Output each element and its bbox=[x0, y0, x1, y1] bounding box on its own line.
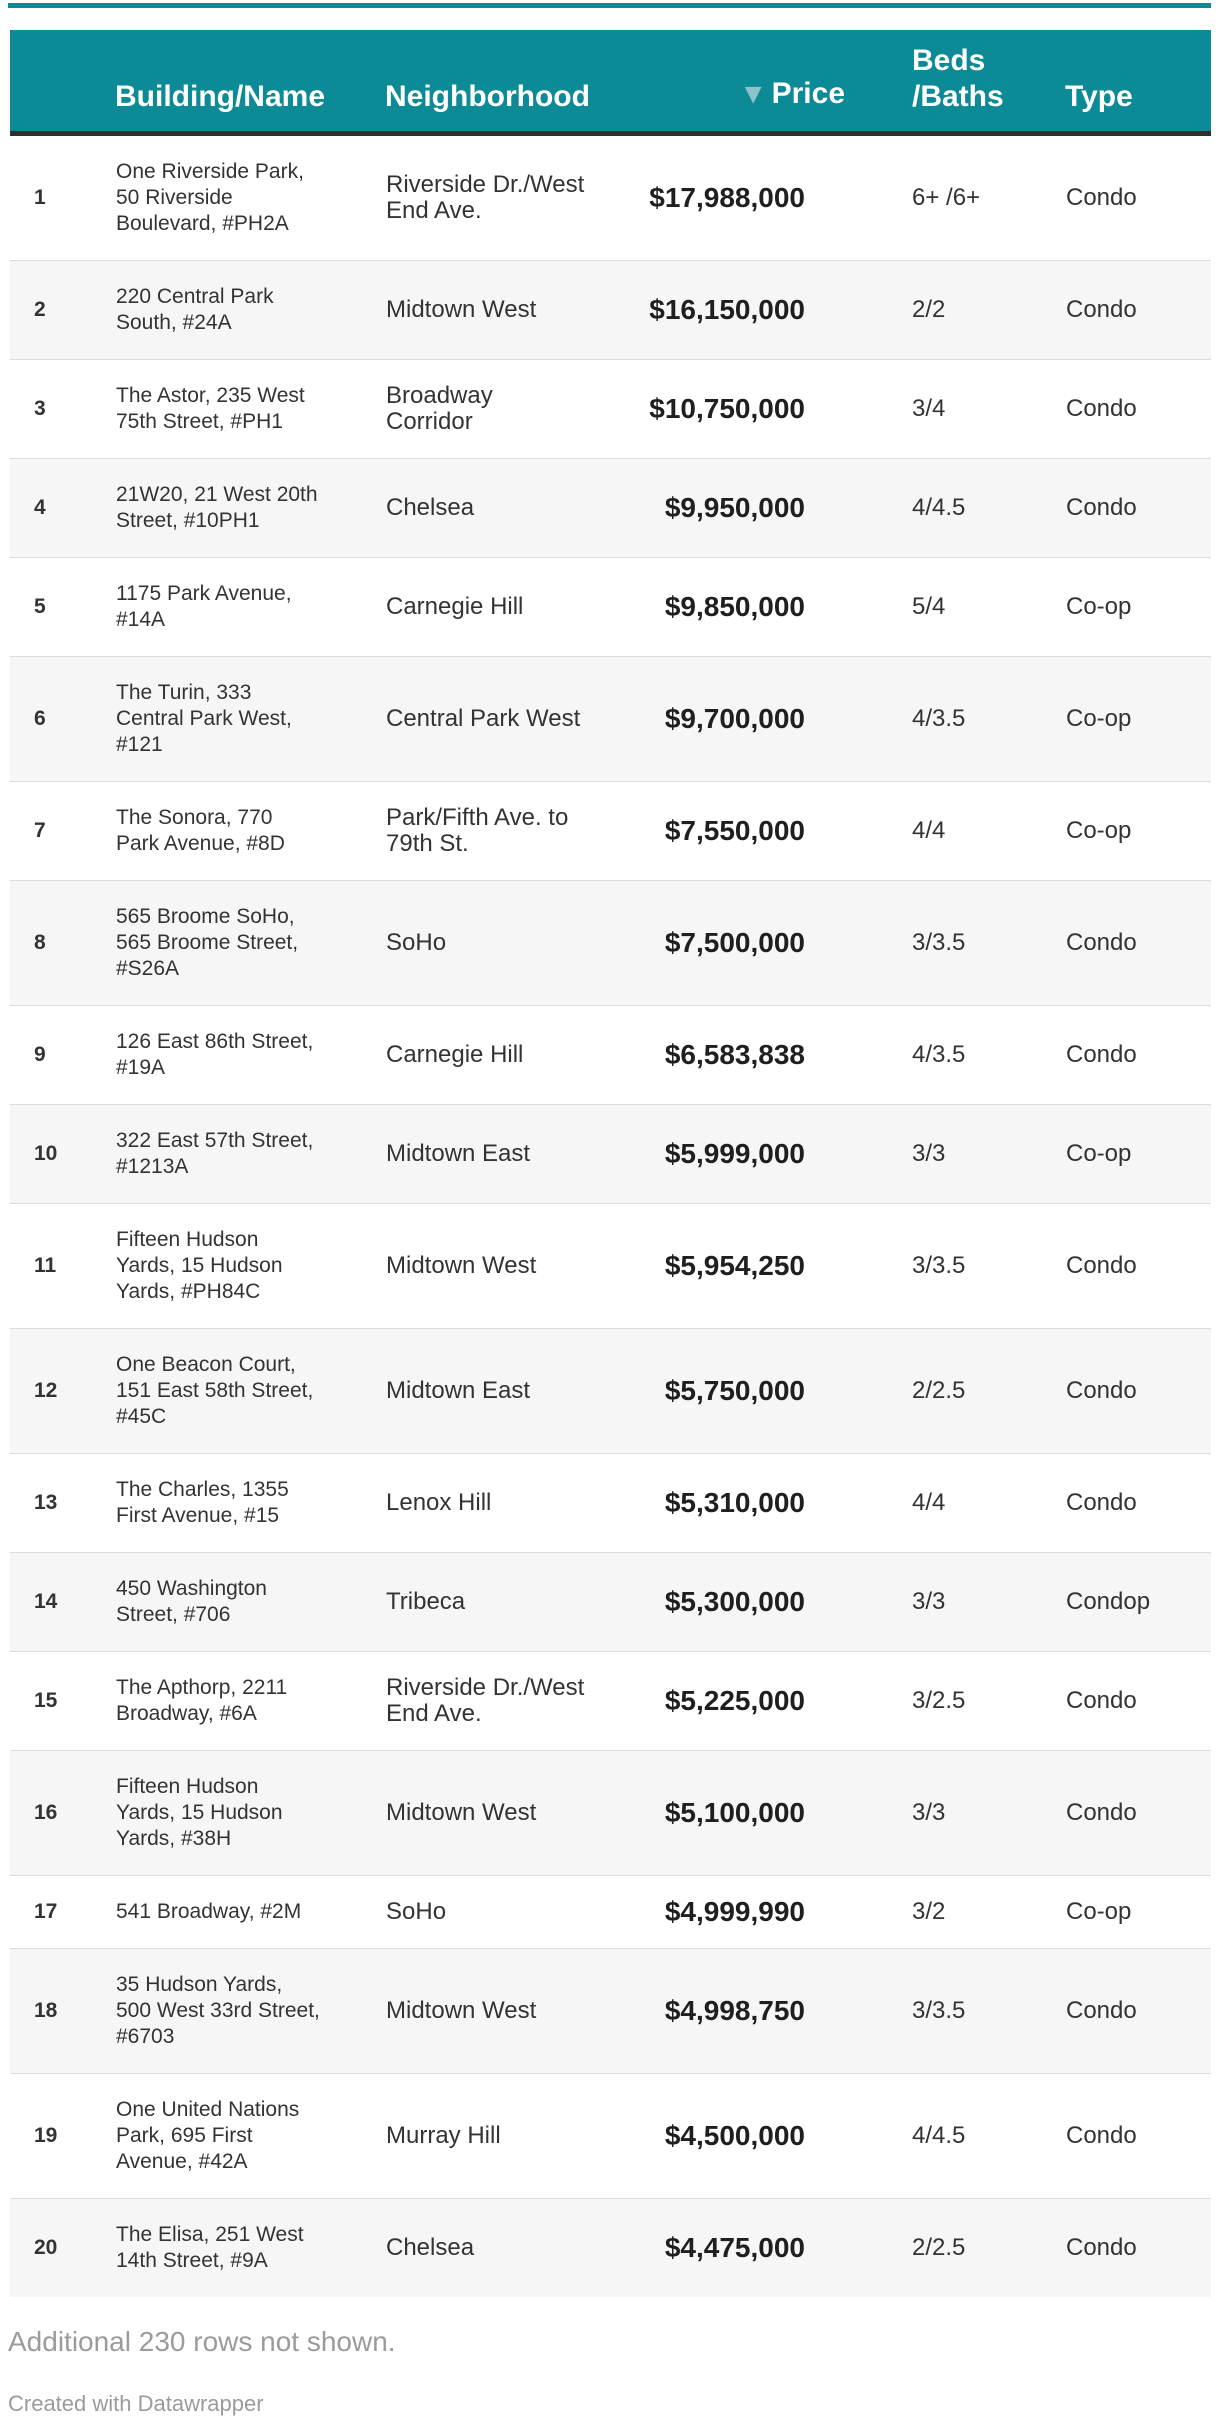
row-neighborhood: Midtown East bbox=[386, 1376, 531, 1404]
row-price: $9,850,000 bbox=[664, 590, 805, 622]
row-beds-baths: 3/3 bbox=[912, 1587, 946, 1615]
row-neighborhood: Broadway Corridor bbox=[386, 381, 493, 435]
row-price: $5,225,000 bbox=[664, 1684, 805, 1716]
row-neighborhood: Midtown West bbox=[386, 1251, 537, 1279]
row-neighborhood: Midtown East bbox=[386, 1139, 531, 1167]
row-rank: 16 bbox=[34, 1800, 58, 1824]
row-rank: 7 bbox=[34, 818, 46, 842]
row-beds-baths: 3/3.5 bbox=[912, 928, 966, 956]
beds-header-line1: Beds bbox=[912, 43, 986, 77]
table-row bbox=[10, 1203, 1211, 1328]
row-neighborhood: Lenox Hill bbox=[386, 1488, 492, 1516]
row-beds-baths: 4/4 bbox=[912, 1488, 946, 1516]
row-building: One Beacon Court, 151 East 58th Street, #45C bbox=[116, 1352, 314, 1428]
row-price: $5,310,000 bbox=[664, 1486, 805, 1518]
row-beds-baths: 2/2.5 bbox=[912, 1376, 966, 1404]
row-type: Co-op bbox=[1066, 704, 1132, 732]
row-type: Co-op bbox=[1066, 1897, 1132, 1925]
table-body bbox=[10, 133, 1211, 2297]
row-price: $5,954,250 bbox=[664, 1249, 805, 1281]
row-neighborhood: Carnegie Hill bbox=[386, 1040, 524, 1068]
row-building: One United Nations Park, 695 First Avenue, #42A bbox=[116, 2097, 300, 2173]
row-beds-baths: 2/2 bbox=[912, 295, 946, 323]
table-row bbox=[10, 2198, 1211, 2297]
row-beds-baths: 4/4.5 bbox=[912, 493, 966, 521]
table-row bbox=[10, 1948, 1211, 2073]
row-price: $6,583,838 bbox=[664, 1038, 805, 1070]
row-type: Condo bbox=[1066, 394, 1137, 422]
row-price: $10,750,000 bbox=[649, 392, 805, 424]
row-building: 565 Broome SoHo, 565 Broome Street, #S26A bbox=[116, 904, 299, 980]
row-neighborhood: Chelsea bbox=[386, 2233, 475, 2261]
row-building: The Sonora, 770 Park Avenue, #8D bbox=[116, 805, 285, 855]
row-beds-baths: 3/2.5 bbox=[912, 1686, 966, 1714]
row-price: $5,300,000 bbox=[664, 1585, 805, 1617]
row-rank: 11 bbox=[34, 1253, 57, 1277]
row-neighborhood: Central Park West bbox=[386, 704, 581, 732]
row-rank: 3 bbox=[34, 396, 46, 420]
row-rank: 15 bbox=[34, 1688, 58, 1712]
row-neighborhood: Chelsea bbox=[386, 493, 475, 521]
row-price: $16,150,000 bbox=[649, 293, 805, 325]
row-beds-baths: 3/3.5 bbox=[912, 1251, 966, 1279]
row-type: Co-op bbox=[1066, 816, 1132, 844]
row-price: $4,500,000 bbox=[664, 2119, 805, 2151]
row-building: One Riverside Park, 50 Riverside Boulevard, #PH2A bbox=[116, 159, 304, 235]
column-header-neighborhood[interactable]: Neighborhood bbox=[385, 30, 620, 133]
row-price: $5,999,000 bbox=[664, 1137, 805, 1169]
row-building: The Charles, 1355 First Avenue, #15 bbox=[116, 1477, 289, 1527]
table-row bbox=[10, 359, 1211, 458]
price-header-label: Price bbox=[771, 76, 845, 110]
beds-header-line2: /Baths bbox=[912, 79, 1004, 113]
row-building: The Astor, 235 West 75th Street, #PH1 bbox=[116, 383, 305, 433]
row-beds-baths: 4/3.5 bbox=[912, 1040, 966, 1068]
table-row bbox=[10, 1453, 1211, 1552]
row-type: Condo bbox=[1066, 2233, 1137, 2261]
row-price: $5,100,000 bbox=[664, 1796, 805, 1828]
row-rank: 10 bbox=[34, 1141, 58, 1165]
row-building: The Apthorp, 2211 Broadway, #6A bbox=[116, 1675, 288, 1725]
row-beds-baths: 3/3 bbox=[912, 1139, 946, 1167]
row-type: Co-op bbox=[1066, 592, 1132, 620]
row-price: $4,998,750 bbox=[664, 1994, 805, 2026]
row-neighborhood: SoHo bbox=[386, 928, 447, 956]
row-type: Co-op bbox=[1066, 1139, 1132, 1167]
row-price: $7,500,000 bbox=[664, 926, 805, 958]
column-header-price-sorted[interactable] bbox=[620, 30, 845, 133]
row-rank: 5 bbox=[34, 594, 46, 618]
listings-table bbox=[10, 30, 1211, 2297]
row-rank: 9 bbox=[34, 1042, 46, 1066]
row-type: Condo bbox=[1066, 1686, 1137, 1714]
column-header-rank[interactable] bbox=[10, 30, 115, 133]
table-row bbox=[10, 1651, 1211, 1750]
table-row bbox=[10, 133, 1211, 260]
table-row bbox=[10, 1875, 1211, 1948]
row-beds-baths: 3/4 bbox=[912, 394, 946, 422]
row-type: Condo bbox=[1066, 1488, 1137, 1516]
row-beds-baths: 5/4 bbox=[912, 592, 946, 620]
row-type: Condo bbox=[1066, 295, 1137, 323]
row-type: Condo bbox=[1066, 1040, 1137, 1068]
row-type: Condo bbox=[1066, 1996, 1137, 2024]
table-header bbox=[10, 30, 1211, 133]
column-header-beds-baths[interactable] bbox=[845, 30, 1065, 133]
row-rank: 18 bbox=[34, 1998, 58, 2022]
row-beds-baths: 3/2 bbox=[912, 1897, 946, 1925]
row-rank: 4 bbox=[34, 495, 46, 519]
row-type: Condo bbox=[1066, 1376, 1137, 1404]
row-neighborhood: Riverside Dr./West End Ave. bbox=[386, 170, 585, 224]
column-header-type[interactable]: Type bbox=[1065, 30, 1211, 133]
row-neighborhood: Midtown West bbox=[386, 1798, 537, 1826]
table-row bbox=[10, 656, 1211, 781]
rows-not-shown-note: Additional 230 rows not shown. bbox=[8, 2325, 396, 2357]
row-type: Condop bbox=[1066, 1587, 1151, 1615]
row-neighborhood: Riverside Dr./West End Ave. bbox=[386, 1673, 585, 1727]
row-building: 541 Broadway, #2M bbox=[116, 1899, 302, 1923]
row-neighborhood: Tribeca bbox=[386, 1587, 466, 1615]
table-row bbox=[10, 557, 1211, 656]
row-type: Condo bbox=[1066, 493, 1137, 521]
table-row bbox=[10, 880, 1211, 1005]
row-neighborhood: Midtown West bbox=[386, 295, 537, 323]
row-rank: 8 bbox=[34, 930, 46, 954]
row-price: $9,950,000 bbox=[664, 491, 805, 523]
row-beds-baths: 3/3 bbox=[912, 1798, 946, 1826]
table-row bbox=[10, 458, 1211, 557]
row-type: Condo bbox=[1066, 1251, 1137, 1279]
datawrapper-table-page bbox=[0, 3, 1220, 2425]
row-building: The Elisa, 251 West 14th Street, #9A bbox=[116, 2222, 304, 2272]
top-accent-rule bbox=[8, 3, 1211, 8]
row-building: Fifteen Hudson Yards, 15 Hudson Yards, #38H bbox=[116, 1774, 283, 1850]
row-beds-baths: 3/3.5 bbox=[912, 1996, 966, 2024]
row-rank: 17 bbox=[34, 1899, 58, 1923]
row-beds-baths: 4/4.5 bbox=[912, 2121, 966, 2149]
row-rank: 20 bbox=[34, 2235, 58, 2259]
table-row bbox=[10, 260, 1211, 359]
row-price: $9,700,000 bbox=[664, 702, 805, 734]
datawrapper-credit: Created with Datawrapper bbox=[8, 2390, 264, 2416]
row-building: 21W20, 21 West 20th Street, #10PH1 bbox=[116, 482, 318, 532]
row-building: The Turin, 333 Central Park West, #121 bbox=[116, 680, 292, 756]
row-beds-baths: 2/2.5 bbox=[912, 2233, 966, 2261]
table-row bbox=[10, 1750, 1211, 1875]
row-beds-baths: 4/4 bbox=[912, 816, 946, 844]
row-building: 220 Central Park South, #24A bbox=[116, 284, 274, 334]
row-neighborhood: Park/Fifth Ave. to 79th St. bbox=[386, 803, 569, 857]
row-type: Condo bbox=[1066, 2121, 1137, 2149]
row-building: 322 East 57th Street, #1213A bbox=[116, 1128, 314, 1178]
row-rank: 1 bbox=[34, 185, 46, 209]
row-price: $5,750,000 bbox=[664, 1374, 805, 1406]
row-rank: 2 bbox=[34, 297, 46, 321]
row-neighborhood: SoHo bbox=[386, 1897, 447, 1925]
table-row bbox=[10, 1328, 1211, 1453]
row-beds-baths: 4/3.5 bbox=[912, 704, 966, 732]
row-price: $4,475,000 bbox=[664, 2231, 805, 2263]
row-type: Condo bbox=[1066, 183, 1137, 211]
column-header-building[interactable]: Building/Name bbox=[115, 30, 385, 133]
row-price: $17,988,000 bbox=[649, 181, 805, 213]
table-row bbox=[10, 1104, 1211, 1203]
row-building: 35 Hudson Yards, 500 West 33rd Street, #6703 bbox=[116, 1972, 320, 2048]
table-row bbox=[10, 1552, 1211, 1651]
row-rank: 14 bbox=[34, 1589, 58, 1613]
row-rank: 13 bbox=[34, 1490, 58, 1514]
row-price: $4,999,990 bbox=[664, 1895, 805, 1927]
row-price: $7,550,000 bbox=[664, 814, 805, 846]
row-beds-baths: 6+ /6+ bbox=[912, 183, 981, 211]
table-row bbox=[10, 781, 1211, 880]
sort-desc-icon: ▼ bbox=[744, 81, 762, 107]
row-building: 1175 Park Avenue, #14A bbox=[116, 581, 292, 631]
row-rank: 6 bbox=[34, 706, 46, 730]
row-neighborhood: Midtown West bbox=[386, 1996, 537, 2024]
row-neighborhood: Murray Hill bbox=[386, 2121, 501, 2149]
row-rank: 12 bbox=[34, 1378, 58, 1402]
row-type: Condo bbox=[1066, 928, 1137, 956]
row-building: 126 East 86th Street, #19A bbox=[116, 1029, 314, 1079]
row-rank: 19 bbox=[34, 2123, 58, 2147]
row-building: Fifteen Hudson Yards, 15 Hudson Yards, #PH84C bbox=[116, 1227, 283, 1303]
row-building: 450 Washington Street, #706 bbox=[116, 1576, 267, 1626]
table-row bbox=[10, 1005, 1211, 1104]
row-type: Condo bbox=[1066, 1798, 1137, 1826]
row-neighborhood: Carnegie Hill bbox=[386, 592, 524, 620]
table-row bbox=[10, 2073, 1211, 2198]
